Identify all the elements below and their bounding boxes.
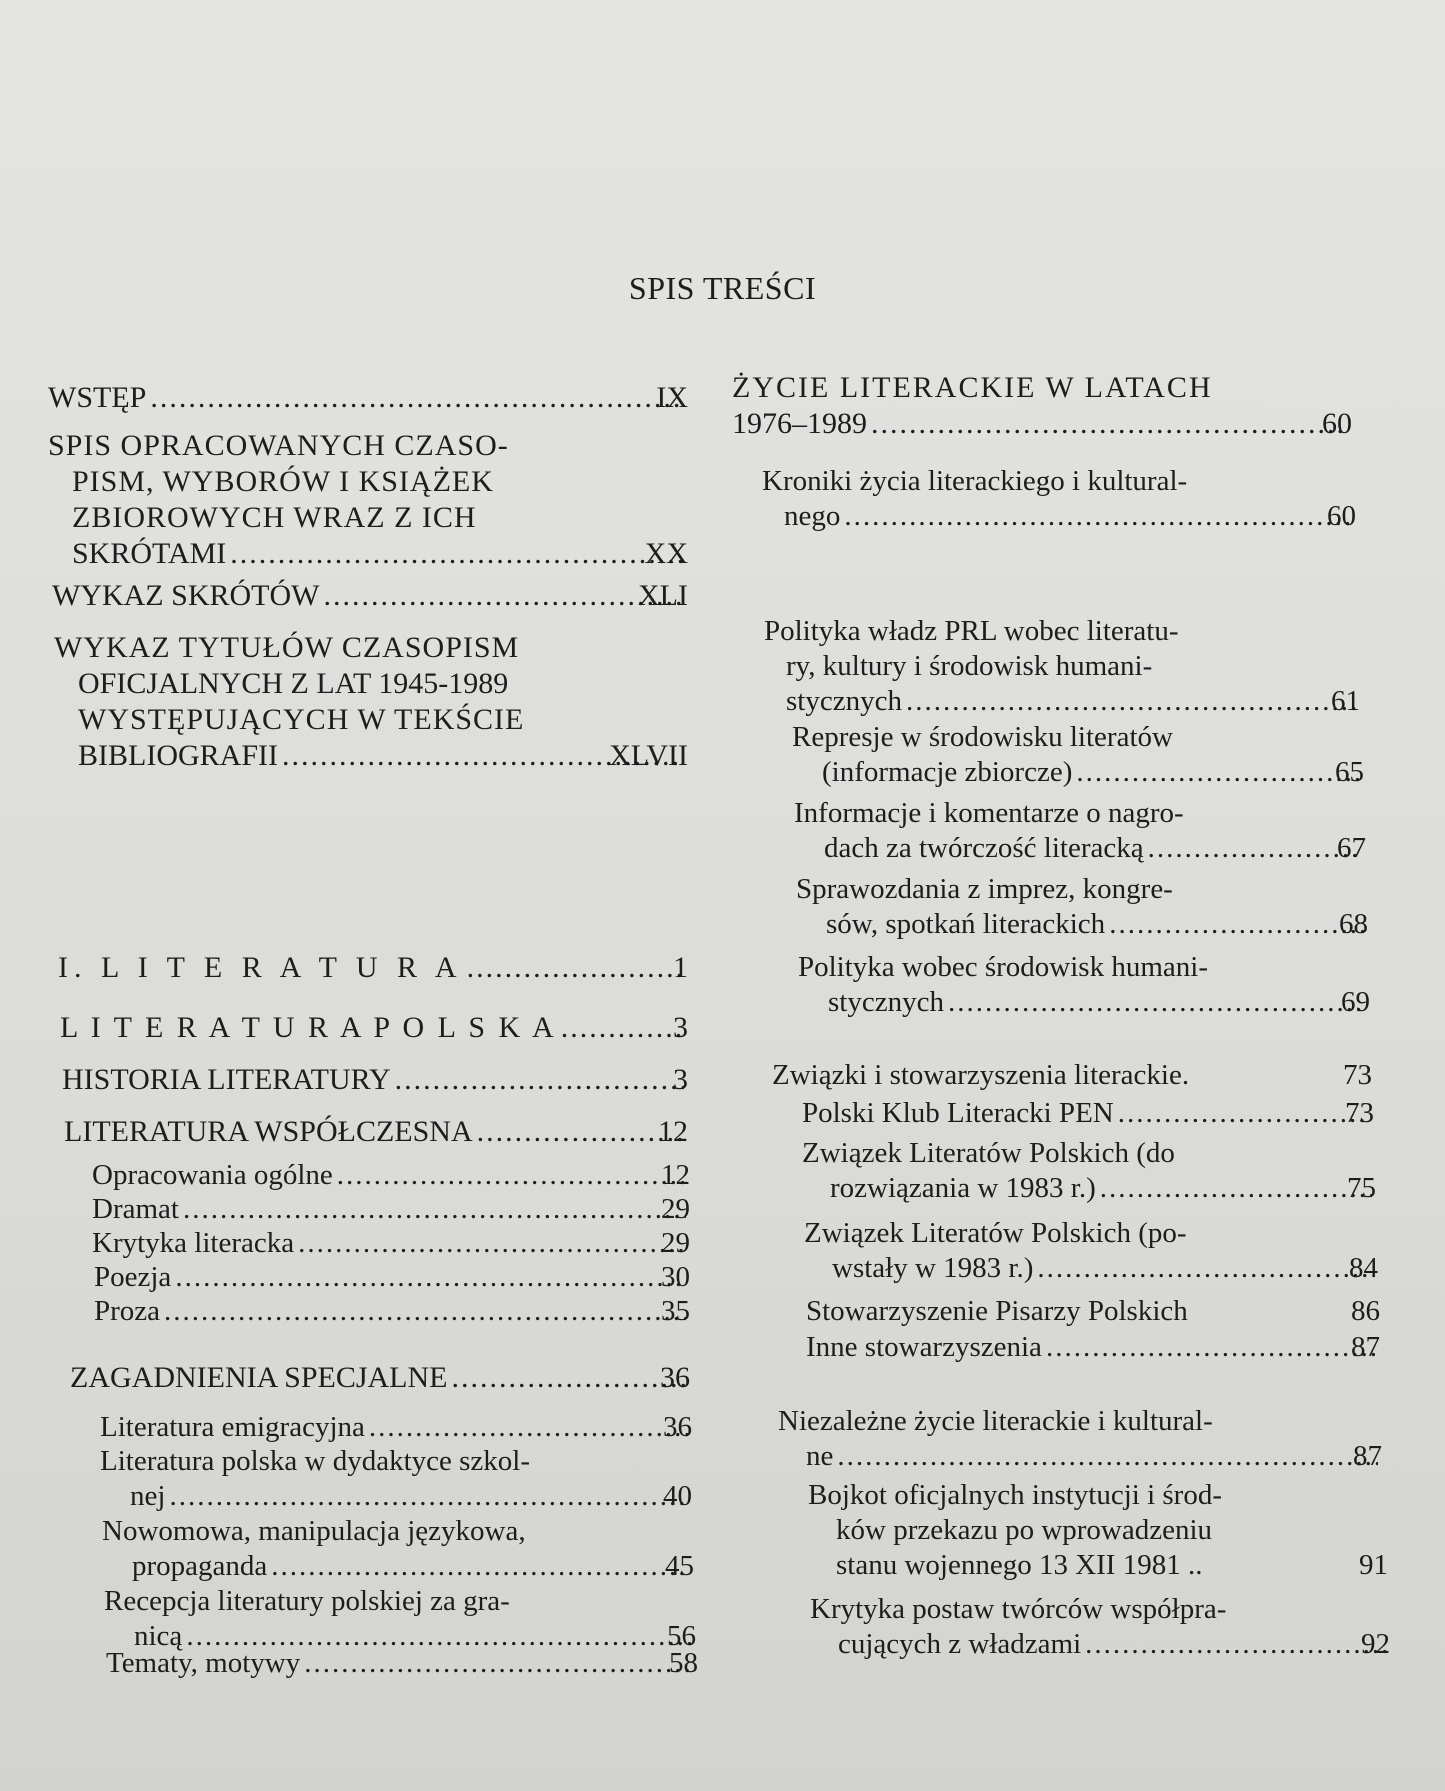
toc-entry-historia-literatury: HISTORIA LITERATURY ..... 3 xyxy=(62,1062,688,1098)
toc-entry-spis-opracowanych: SPIS OPRACOWANYCH CZASO- PISM, WYBORÓW I KSIĄŻEK ZBIOROWYCH WRAZ Z ICH SKRÓTAMI ..... XX xyxy=(48,428,688,572)
toc-entry-zlp-od-1983: Związek Literatów Polskich (po- wstały w 1983 r.) ..... 84 xyxy=(804,1216,1378,1286)
toc-entry-kroniki: Kroniki życia literackiego i kultural- nego ..... 60 xyxy=(762,464,1356,534)
toc-entry-spp: Stowarzyszenie Pisarzy Polskich 86 xyxy=(806,1295,1380,1327)
reverse-side-bleed-through xyxy=(0,0,1445,430)
toc-entry-dramat: Dramat ..... 29 xyxy=(92,1192,690,1227)
toc-entry-wykaz-tytulow: WYKAZ TYTUŁÓW CZASOPISM OFICJALNYCH Z LAT 1945-1989 WYSTĘPUJĄCYCH W TEKŚCIE BIBLIOGRAFII ..... XLVII xyxy=(54,630,688,774)
page-title: SPIS TREŚCI xyxy=(628,270,817,306)
toc-entry-proza: Proza ..... 35 xyxy=(94,1294,690,1329)
toc-entry-nowomowa: Nowomowa, manipulacja językowa, propaganda ..... 45 xyxy=(102,1514,694,1584)
toc-entry-inne-stowarzyszenia: Inne stowarzyszenia ..... 87 xyxy=(806,1330,1380,1365)
toc-entry-pen: Polski Klub Literacki PEN ..... 73 xyxy=(802,1096,1374,1131)
toc-entry-bojkot: Bojkot oficjalnych instytucji i środ- ków przekazu po wprowadzeniu stanu wojennego 13 XII 1981 .. 91 xyxy=(808,1479,1388,1581)
toc-entry-opracowania-ogolne: Opracowania ogólne ..... 12 xyxy=(92,1158,690,1193)
toc-entry-zlp-do-1983: Związek Literatów Polskich (do rozwiązania w 1983 r.) ..... 75 xyxy=(802,1136,1376,1206)
toc-entry-dydaktyka: Literatura polska w dydaktyce szkol- nej ..... 40 xyxy=(100,1444,692,1514)
toc-entry-polityka-wladz: Polityka władz PRL wobec literatu- ry, kultury i środowisk humani- stycznych ..... 61 xyxy=(764,614,1360,719)
toc-entry-krytyka-postaw: Krytyka postaw twórców współpra- cujących z władzami ..... 92 xyxy=(810,1592,1390,1662)
toc-entry-zwiazki: Związki i stowarzyszenia literackie. 73 xyxy=(772,1059,1372,1091)
toc-entry-wstep: WSTĘP ..... IX xyxy=(48,380,688,416)
toc-entry-polityka-srodowisk: Polityka wobec środowisk humani- stycznych ..... 69 xyxy=(798,950,1370,1020)
toc-entry-sprawozdania: Sprawozdania z imprez, kongre- sów, spotkań literackich ..... 68 xyxy=(796,872,1368,942)
toc-entry-nagrody: Informacje i komentarze o nagro- dach za twórczość literacką ..... 67 xyxy=(794,796,1366,866)
toc-entry-literatura-polska: L I T E R A T U R A P O L S K A ..... 3 xyxy=(60,1010,688,1046)
toc-entry-zycie-literackie: ŻYCIE LITERACKIE W LATACH 1976–1989 ..... 60 xyxy=(732,370,1352,442)
toc-entry-krytyka-literacka: Krytyka literacka ..... 29 xyxy=(92,1226,690,1261)
toc-entry-poezja: Poezja ..... 30 xyxy=(94,1260,690,1295)
toc-entry-literatura-emigracyjna: Literatura emigracyjna ..... 36 xyxy=(100,1410,692,1445)
toc-entry-tematy-motywy: Tematy, motywy ..... 58 xyxy=(106,1646,698,1681)
toc-entry-niezalezne-zycie: Niezależne życie literackie i kultural- ne ..... 87 xyxy=(778,1404,1382,1474)
toc-entry-literatura: I. L I T E R A T U R A ..... 1 xyxy=(58,950,688,986)
toc-entry-zagadnienia-specjalne: ZAGADNIENIA SPECJALNE ..... 36 xyxy=(70,1360,690,1396)
toc-entry-represje: Represje w środowisku literatów (informacje zbiorcze) ..... 65 xyxy=(792,720,1364,790)
toc-entry-wykaz-skrotow: WYKAZ SKRÓTÓW ..... XLI xyxy=(52,578,688,614)
toc-entry-recepcja: Recepcja literatury polskiej za gra- nicą ..... 56 xyxy=(104,1584,696,1654)
toc-entry-literatura-wspolczesna: LITERATURA WSPÓŁCZESNA ..... 12 xyxy=(64,1114,688,1150)
